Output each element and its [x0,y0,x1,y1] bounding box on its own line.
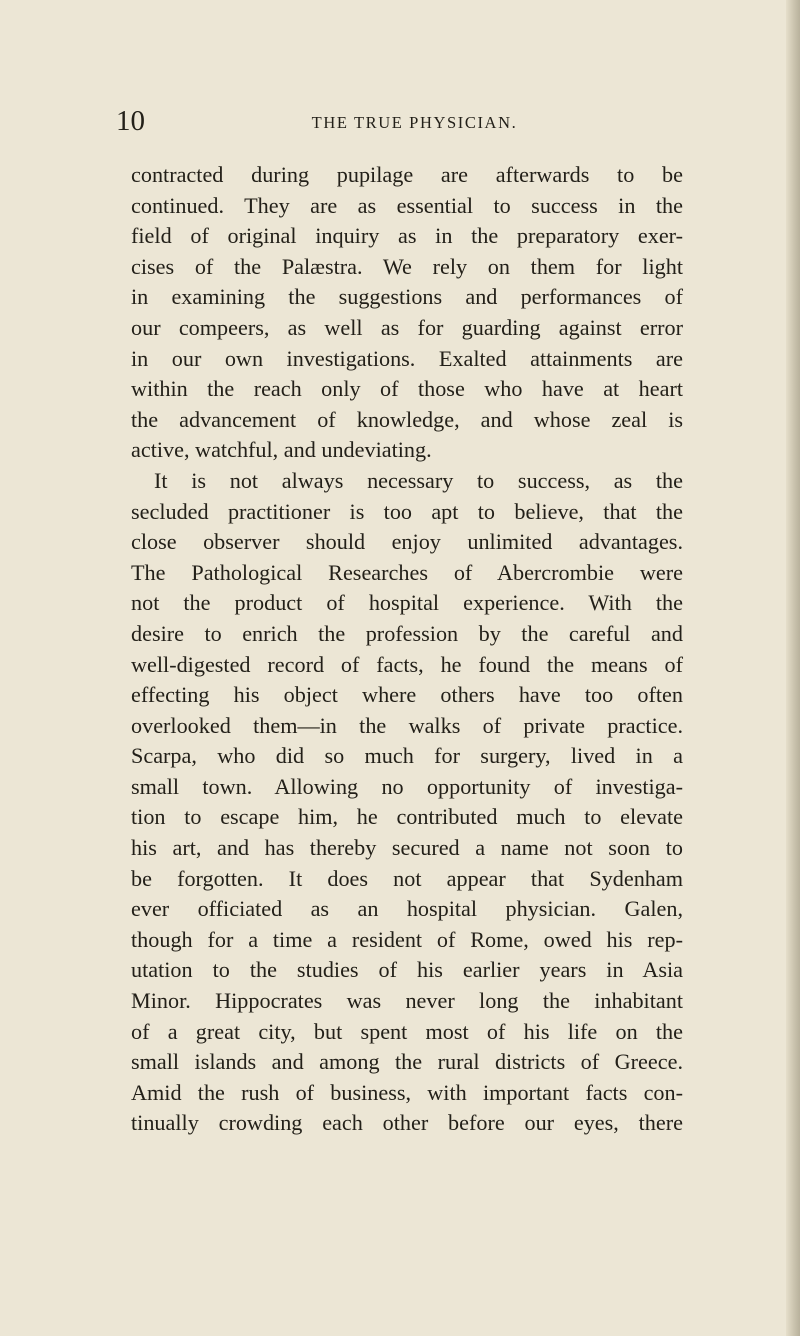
text-line: though for a time a resident of Rome, owed his rep- [131,926,683,952]
text-line: secluded practitioner is too apt to believe, that the [131,498,683,524]
text-line: effecting his object where others have too often [131,682,683,708]
text-line: our compeers, as well as for guarding against error [131,314,683,340]
text-line: small islands and among the rural districts of Greece. [131,1049,683,1075]
body-text [131,160,683,1139]
text-line: Amid the rush of business, with important facts con- [131,1079,683,1105]
text-line: tion to escape him, he contributed much to elevate [131,804,683,830]
text-line: tinually crowding each other before our eyes, there [131,1110,683,1136]
text-line: in our own investigations. Exalted attainments are [131,345,683,371]
running-head [116,103,683,139]
text-line: of a great city, but spent most of his life on the [131,1018,683,1044]
text-line: overlooked them—in the walks of private practice. [131,712,683,738]
paragraph-end-line: active, watchful, and undeviating. [131,437,432,463]
text-line: not the product of hospital experience. With the [131,590,683,616]
text-line: the advancement of knowledge, and whose zeal is [131,406,683,432]
text-line: small town. Allowing no opportunity of investiga- [131,773,683,799]
text-line: The Pathological Researches of Abercrombie were [131,559,683,585]
page-number: 10 [116,105,145,137]
text-line: close observer should enjoy unlimited advantages. [131,529,683,555]
text-line: field of original inquiry as in the preparatory exer- [131,223,683,249]
text-line: within the reach only of those who have at heart [131,376,683,402]
paragraph-start-line: It is not always necessary to success, as the [154,467,683,493]
text-line: ever officiated as an hospital physician. Galen, [131,896,683,922]
text-line: well-digested record of facts, he found the means of [131,651,683,677]
text-line: cises of the Palæstra. We rely on them for light [131,253,683,279]
text-line: in examining the suggestions and performances of [131,284,683,310]
text-line: his art, and has thereby secured a name not soon to [131,835,683,861]
page-edge [786,0,800,1336]
text-line: continued. They are as essential to success in the [131,192,683,218]
text-line: contracted during pupilage are afterwards to be [131,162,683,187]
running-title: THE TRUE PHYSICIAN. [311,113,518,132]
text-line: desire to enrich the profession by the careful and [131,620,683,646]
text-line: be forgotten. It does not appear that Sydenham [131,865,683,891]
text-line: Minor. Hippocrates was never long the inhabitant [131,988,683,1014]
text-line: Scarpa, who did so much for surgery, lived in a [131,743,683,769]
text-line: utation to the studies of his earlier years in Asia [131,957,683,983]
